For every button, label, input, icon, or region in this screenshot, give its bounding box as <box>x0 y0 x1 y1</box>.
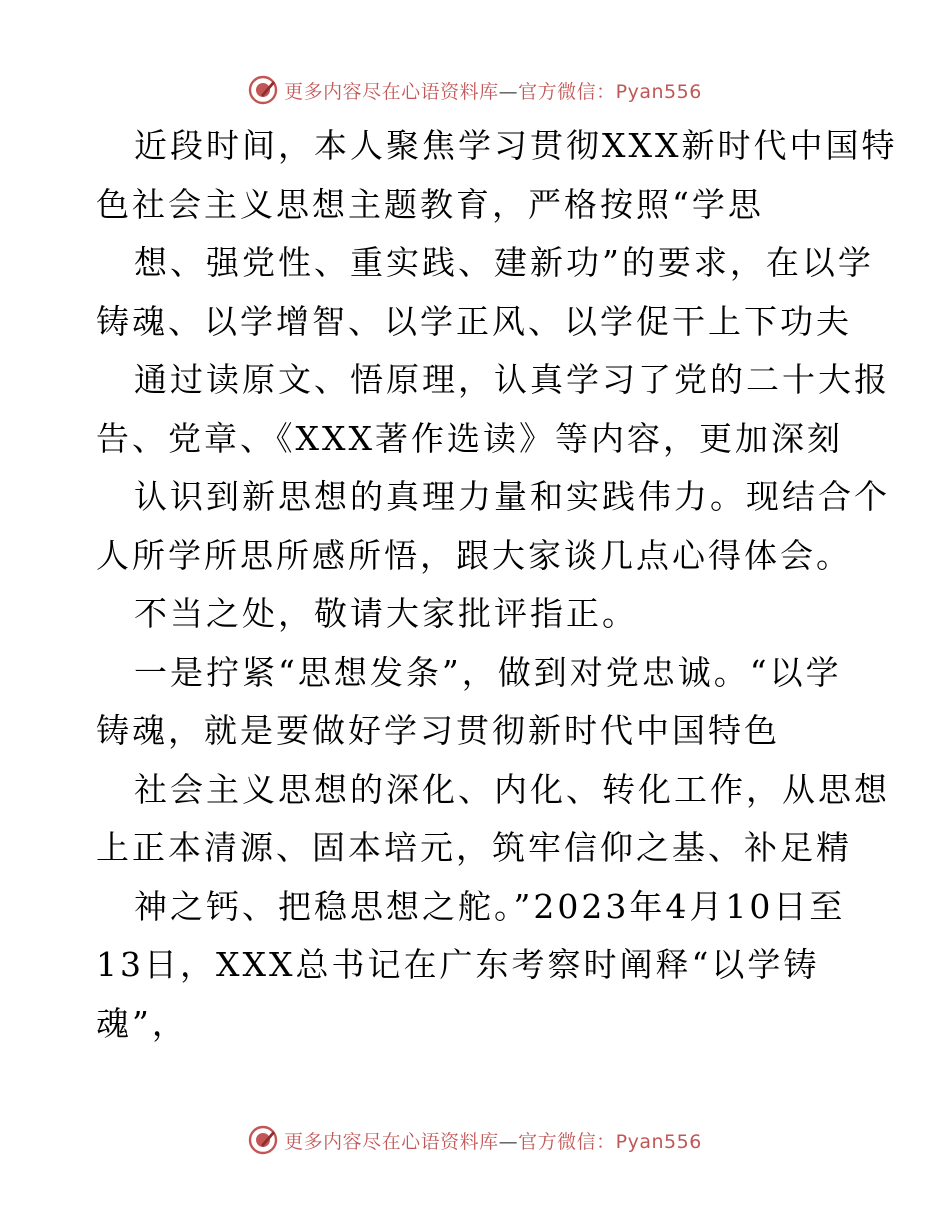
banner-separator: — <box>498 1130 519 1153</box>
text-line: 通过读原文、悟原理，认真学习了党的二十大报 <box>134 360 890 399</box>
text-line: 告、党章、《XXX著作选读》等内容，更加深刻 <box>96 418 843 458</box>
footer-banner <box>0 1120 950 1160</box>
banner-text <box>284 77 702 104</box>
text-line: 人所学所思所感所悟，跟大家谈几点心得体会。 <box>96 535 852 575</box>
text-line: 铸魂，就是要做好学习贯彻新时代中国特色 <box>96 711 780 750</box>
banner-separator: — <box>498 80 519 103</box>
banner-wechat: 官方微信：Pyan556 <box>518 80 702 103</box>
text-line: 神之钙、把稳思想之舵。”2023年4月10日至 <box>134 886 846 926</box>
text-line: 13日，XXX总书记在广东考察时阐释“以学铸 <box>96 945 820 984</box>
pen-logo-icon <box>248 75 278 105</box>
document-body <box>0 117 950 1053</box>
banner-wechat: 官方微信：Pyan556 <box>518 1130 702 1153</box>
text-line: 铸魂、以学增智、以学正风、以学促干上下功夫 <box>96 301 852 341</box>
text-line: 一是拧紧“思想发条”，做到对党忠诚。“以学 <box>134 652 842 692</box>
banner-library: 更多内容尽在心语资料库 <box>284 1130 499 1153</box>
text-line: 近段时间，本人聚焦学习贯彻XXX新时代中国特 <box>134 126 898 165</box>
text-line: 认识到新思想的真理力量和实践伟力。现结合个 <box>134 477 890 516</box>
banner-text <box>284 1127 702 1154</box>
text-line: 想、强党性、重实践、建新功”的要求，在以学 <box>134 243 874 282</box>
banner-library: 更多内容尽在心语资料库 <box>284 80 499 103</box>
pen-logo-icon <box>248 1125 278 1155</box>
text-line: 色社会主义思想主题教育，严格按照“学思 <box>96 184 764 224</box>
text-line: 上正本清源、固本培元，筑牢信仰之基、补足精 <box>96 828 852 867</box>
text-line: 魂”， <box>96 1003 188 1043</box>
text-line: 社会主义思想的深化、内化、转化工作，从思想 <box>134 769 890 809</box>
header-banner <box>0 70 950 110</box>
text-line: 不当之处，敬请大家批评指正。 <box>134 594 638 633</box>
